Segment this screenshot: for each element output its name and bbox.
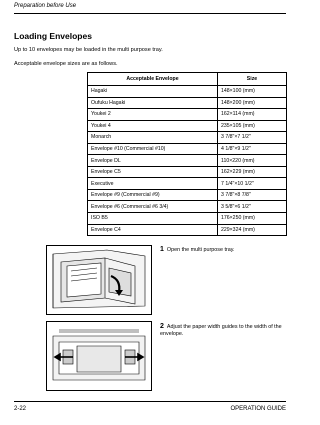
width-guides-illustration (46, 321, 152, 391)
step-2 (160, 323, 286, 338)
table-row (88, 178, 287, 190)
envelope-name-cell: Hagaki (88, 86, 218, 98)
envelope-size-cell: 162×229 (mm) (218, 166, 287, 178)
envelope-size-cell: 110×220 (mm) (218, 155, 287, 167)
table-row (88, 213, 287, 225)
envelope-size-table (87, 72, 287, 236)
envelope-size-cell: 148×100 (mm) (218, 86, 287, 98)
header-rule (14, 13, 286, 14)
envelope-name-cell: Envelope DL (88, 155, 218, 167)
table-row (88, 97, 287, 109)
printer-front-drawing (47, 246, 151, 314)
envelope-size-cell: 7 1/4"×10 1/2" (218, 178, 287, 190)
envelope-size-cell: 162×114 (mm) (218, 109, 287, 121)
column-header-envelope: Acceptable Envelope (88, 73, 218, 86)
step-text: Adjust the paper width guides to the width of the envelope. (160, 324, 282, 337)
envelope-name-cell: Envelope #10 (Commercial #10) (88, 143, 218, 155)
sizes-intro-paragraph: Acceptable envelope sizes are as follows. (14, 61, 118, 67)
envelope-size-cell: 176×250 (mm) (218, 213, 287, 225)
envelope-size-cell: 3 7/8"×7 1/2" (218, 132, 287, 144)
envelope-name-cell: Oufuku Hagaki (88, 97, 218, 109)
table-row (88, 86, 287, 98)
table-header-row (88, 73, 287, 86)
guide-title: OPERATION GUIDE (230, 406, 286, 412)
envelope-size-cell: 148×200 (mm) (218, 97, 287, 109)
table-row (88, 120, 287, 132)
envelope-name-cell: Envelope C5 (88, 166, 218, 178)
envelope-name-cell: Envelope #9 (Commercial #9) (88, 189, 218, 201)
envelope-size-cell: 4 1/8"×9 1/2" (218, 143, 287, 155)
open-tray-illustration (46, 245, 152, 315)
step-1 (160, 246, 286, 254)
envelope-size-cell: 235×105 (mm) (218, 120, 287, 132)
footer-rule (14, 401, 286, 402)
envelope-name-cell: Youkei 4 (88, 120, 218, 132)
envelope-name-cell: Envelope C4 (88, 224, 218, 236)
step-number: 1 (160, 246, 164, 253)
envelope-size-cell: 229×324 (mm) (218, 224, 287, 236)
step-text: Open the multi purpose tray. (166, 247, 235, 253)
table-row (88, 166, 287, 178)
table-row (88, 224, 287, 236)
envelope-name-cell: Youkei 2 (88, 109, 218, 121)
envelope-size-cell: 3 7/8"×8 7/8" (218, 189, 287, 201)
step-number: 2 (160, 323, 164, 330)
table-row (88, 109, 287, 121)
envelope-name-cell: ISO B5 (88, 213, 218, 225)
table-row (88, 189, 287, 201)
envelope-name-cell: Monarch (88, 132, 218, 144)
page-number: 2-22 (14, 406, 27, 412)
table-row (88, 155, 287, 167)
table-row (88, 201, 287, 213)
tray-guides-drawing (47, 322, 151, 390)
envelope-size-cell: 3 5/8"×6 1/2" (218, 201, 287, 213)
intro-paragraph: Up to 10 envelopes may be loaded in the multi purpose tray. (14, 47, 163, 53)
envelope-name-cell: Executive (88, 178, 218, 190)
envelope-name-cell: Envelope #6 (Commercial #6 3/4) (88, 201, 218, 213)
table-row (88, 132, 287, 144)
section-title: Loading Envelopes (14, 31, 92, 41)
column-header-size: Size (218, 73, 287, 86)
table-row (88, 143, 287, 155)
running-header: Preparation before Use (14, 3, 77, 9)
